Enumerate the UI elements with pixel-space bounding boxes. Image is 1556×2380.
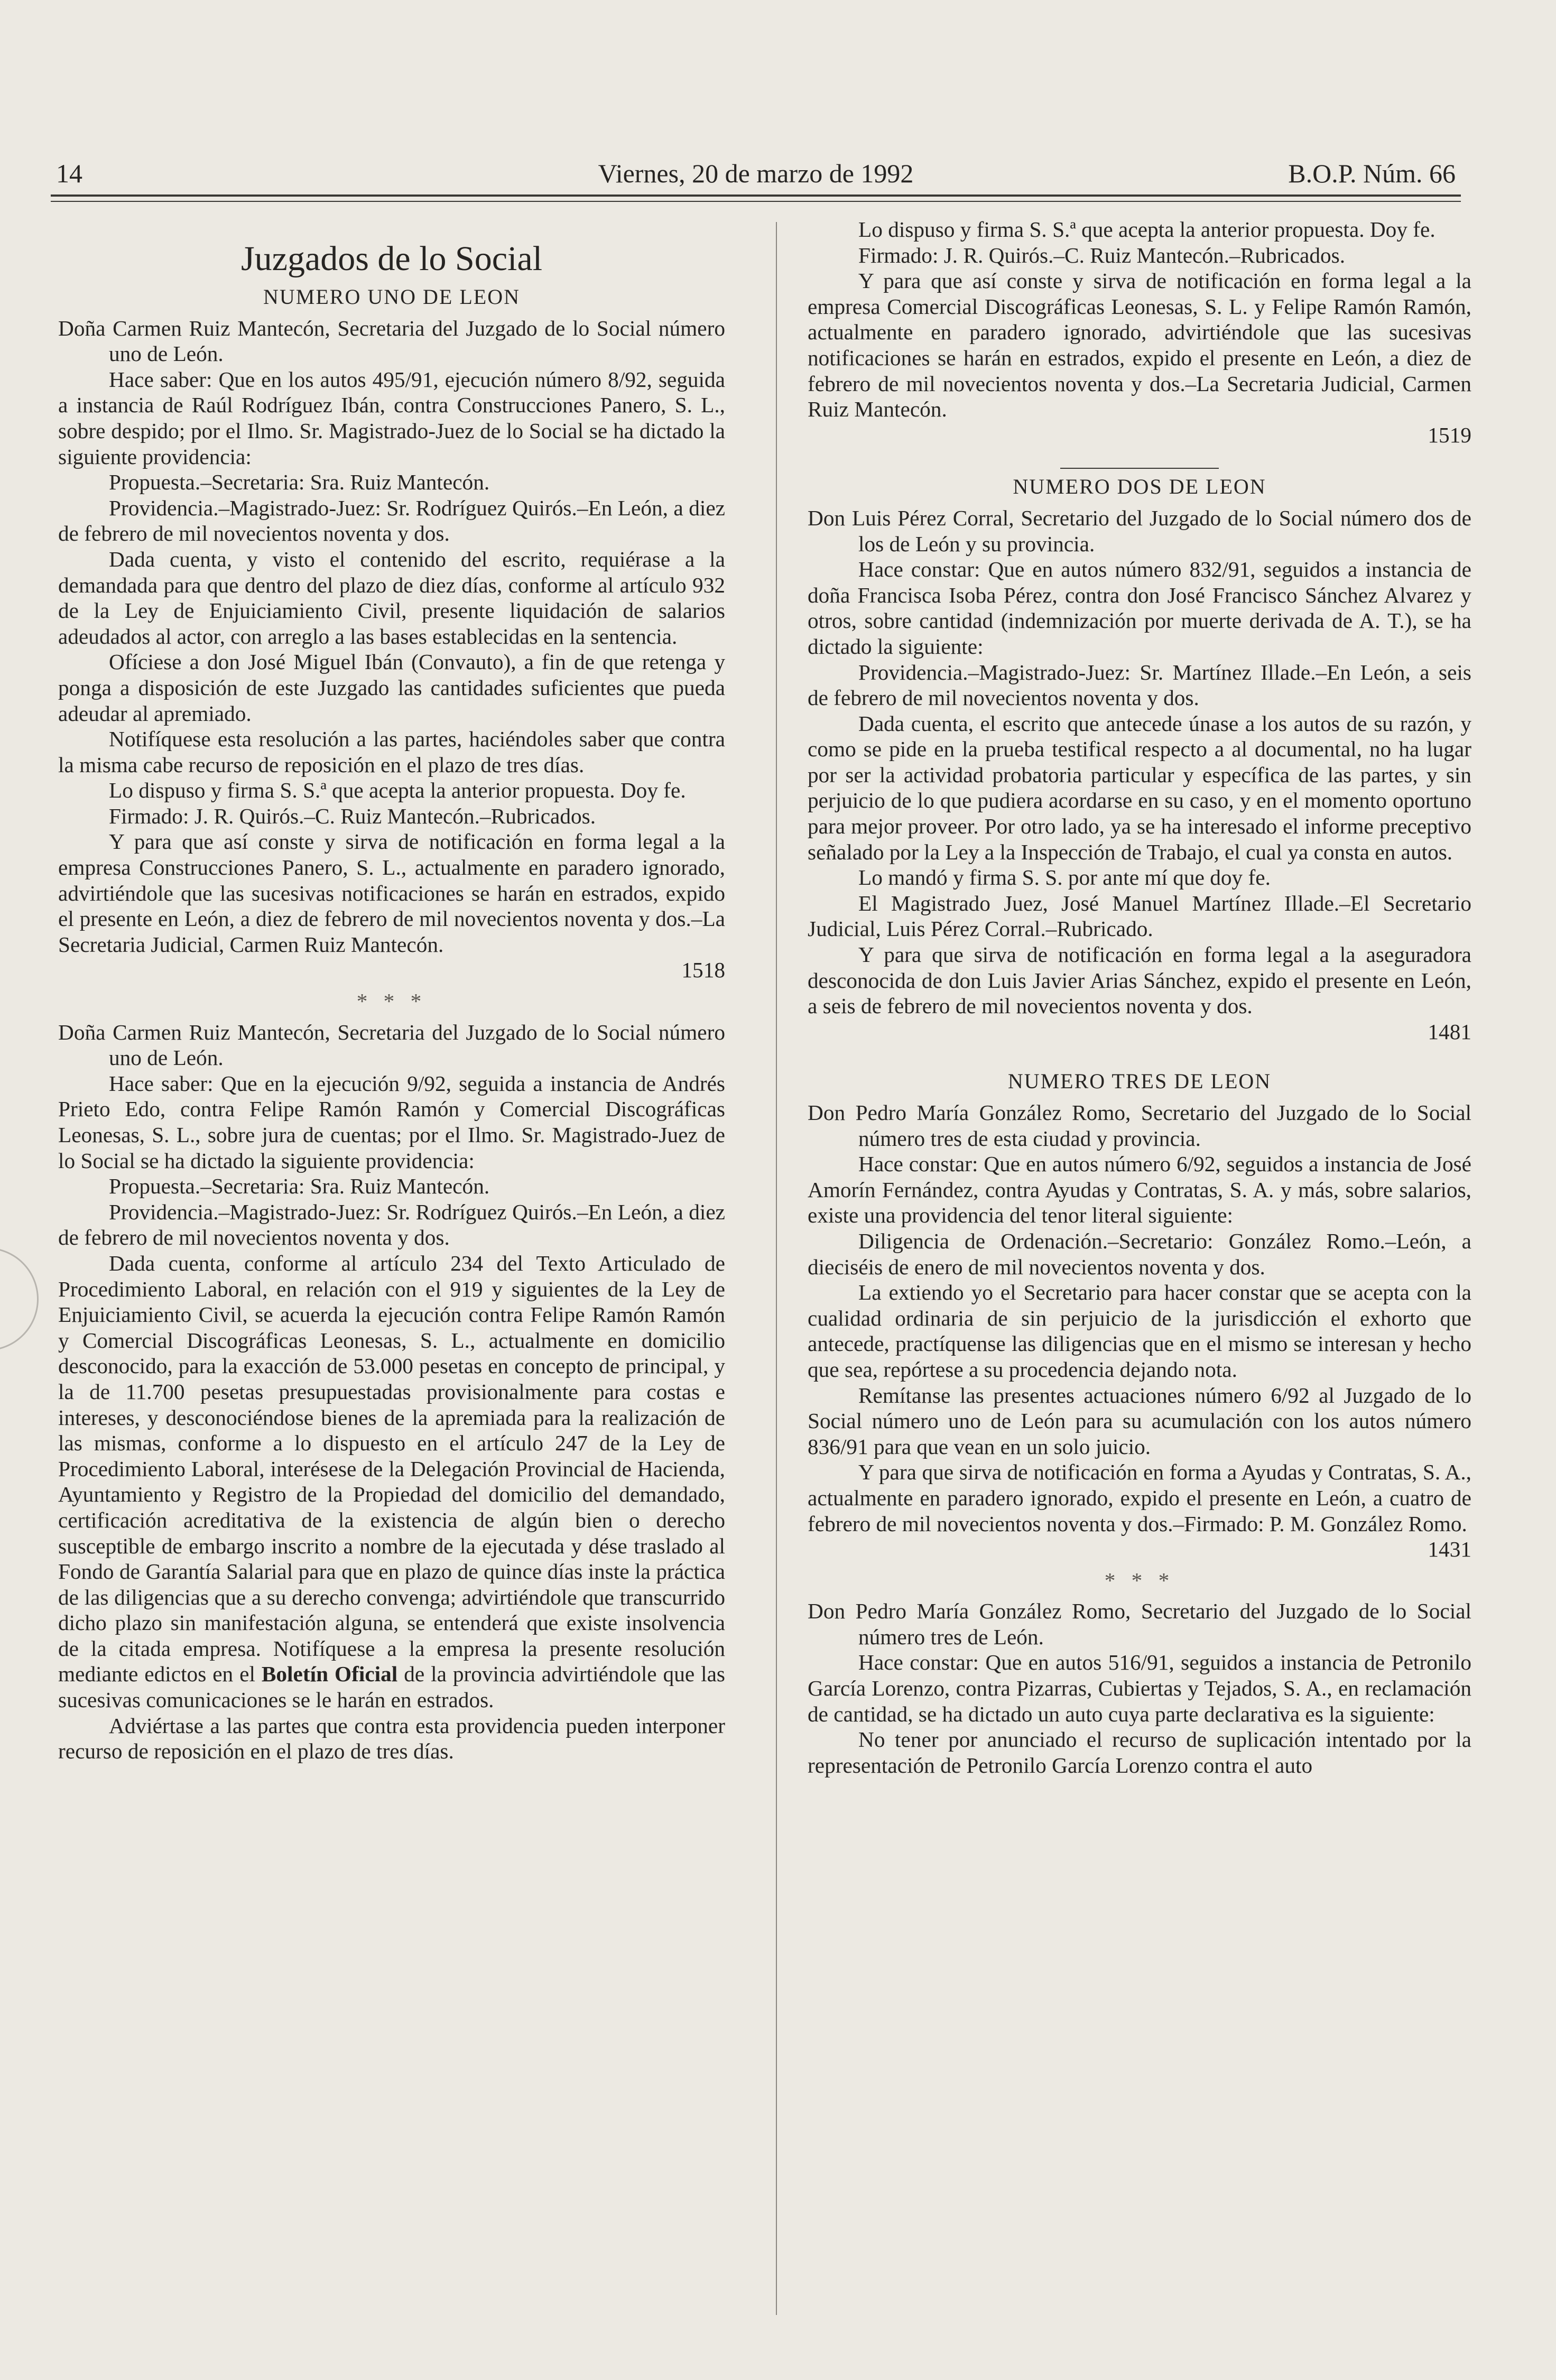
paragraph: Providencia.–Magistrado-Juez: Sr. Martínez Illade.–En León, a seis de febrero de mil novecientos noventa y dos. <box>808 660 1471 710</box>
paragraph: Hace saber: Que en los autos 495/91, ejecución número 8/92, seguida a instancia de Raúl Rodríguez Ibán, contra Construcciones Panero, S. L., sobre despido; por el Ilmo. Sr. Magistrado-Juez de lo Social se ha dictado la siguiente providencia: <box>58 367 725 469</box>
paragraph: Hace constar: Que en autos número 6/92, seguidos a instancia de José Amorín Fernández, contra Ayudas y Contratas, S. A. y más, sobre salarios, existe una providencia del tenor literal siguiente: <box>808 1152 1471 1228</box>
paragraph: Y para que así conste y sirva de notificación en forma legal a la empresa Comercial Discográficas Leonesas, S. L. y Felipe Ramón Ramón, actualmente en paradero ignorado, advirtiéndole que las sucesivas notificaciones se harán en estrados, expido el presente en León, a diez de febrero de mil novecientos noventa y dos.–La Secretaria Judicial, Carmen Ruiz Mantecón. <box>808 268 1471 422</box>
paragraph: Providencia.–Magistrado-Juez: Sr. Rodríguez Quirós.–En León, a diez de febrero de mil novecientos noventa y dos. <box>58 495 725 546</box>
paragraph: Hace constar: Que en autos 516/91, seguidos a instancia de Petronilo García Lorenzo, contra Pizarras, Cubiertas y Tejados, S. A., en reclamación de cantidad, se ha dictado un auto cuya parte declarativa es la siguiente: <box>808 1650 1471 1726</box>
paragraph: Hace saber: Que en la ejecución 9/92, seguida a instancia de Andrés Prieto Edo, contra Felipe Ramón Ramón y Comercial Discográficas Leonesas, S. L., sobre jura de cuentas; por el Ilmo. Sr. Magistrado-Juez de lo Social se ha dictado la siguiente providencia: <box>58 1071 725 1173</box>
header-rule <box>51 195 1461 197</box>
paragraph: Lo dispuso y firma S. S.ª que acepta la anterior propuesta. Doy fe. <box>109 778 686 803</box>
paragraph: Remítanse las presentes actuaciones número 6/92 al Juzgado de lo Social número uno de León para su acumulación con los autos número 836/91 para que vean en un solo juicio. <box>808 1383 1471 1459</box>
reference-number: 1518 <box>681 958 725 983</box>
paragraph: Diligencia de Ordenación.–Secretario: González Romo.–León, a dieciséis de enero de mil novecientos noventa y dos. <box>808 1228 1471 1279</box>
reference-line <box>808 1019 1471 1045</box>
text-run: de la provincia advirtiéndole que las sucesivas comunicaciones se le harán en estrados. <box>58 1662 725 1712</box>
paragraph: Lo mandó y firma S. S. por ante mí que doy fe. <box>858 865 1271 890</box>
paragraph: Don Pedro María González Romo, Secretario del Juzgado de lo Social número tres de León. <box>808 1599 1471 1649</box>
separator-stars: * * * <box>356 989 427 1014</box>
paragraph: Hace constar: Que en autos número 832/91, seguidos a instancia de doña Francisca Isoba Pérez, contra don José Francisco Sánchez Alvarez y otros, sobre cantidad (indemnización por muerte derivada de A. T.), se ha dictado la siguiente: <box>808 557 1471 659</box>
page-header <box>51 153 1461 196</box>
issue-date: Viernes, 20 de marzo de 1992 <box>598 159 914 188</box>
paragraph: Dada cuenta, el escrito que antecede únase a los autos de su razón, y como se pide en la prueba testifical respecto a al documental, no ha lugar por ser la actividad probatoria particular y específica de las partes, y sin perjuicio de lo que pudiera acordarse en su caso, y en el momento oportuno para mejor proveer. Por otro lado, ya se ha interesado el informe preceptivo señalado por la Ley a la Inspección de Trabajo, el cual ya consta en autos. <box>808 711 1471 864</box>
reference-line <box>58 957 725 983</box>
column-divider <box>776 222 777 2315</box>
paragraph: Firmado: J. R. Quirós.–C. Ruiz Mantecón.–Rubricados. <box>109 803 596 828</box>
paragraph <box>58 1251 725 1713</box>
paragraph: Y para que sirva de notificación en forma a Ayudas y Contratas, S. A., actualmente en paradero ignorado, expido el presente en León, a cuatro de febrero de mil novecientos noventa y dos.–Firmado: P. M. González Romo. <box>808 1460 1471 1536</box>
paragraph: Y para que así conste y sirva de notificación en forma legal a la empresa Construcciones Panero, S. L., actualmente en paradero ignorado, advirtiéndole que las sucesivas notificaciones se harán en estrados, expido el presente en León, a diez de febrero de mil novecientos noventa y dos.–La Secretaria Judicial, Carmen Ruiz Mantecón. <box>58 829 725 957</box>
bulletin-number: B.O.P. Núm. 66 <box>1288 159 1456 188</box>
paragraph: No tener por anunciado el recurso de suplicación intentado por la representación de Petronilo García Lorenzo contra el auto <box>808 1727 1471 1777</box>
header-rule-thin <box>51 201 1461 202</box>
paragraph: Doña Carmen Ruiz Mantecón, Secretaria del Juzgado de lo Social número uno de León. <box>58 316 725 366</box>
reference-number: 1481 <box>1428 1019 1471 1044</box>
paragraph: La extiendo yo el Secretario para hacer constar que se acepta con la cualidad ordinaria de sin perjuicio de la jurisdicción el exhorto que antecede, practíquense las diligencias que en el mismo se interesan y hecho que sea, repórtese a su procedencia dejando nota. <box>808 1280 1471 1382</box>
paragraph: Don Pedro María González Romo, Secretario del Juzgado de lo Social número tres de esta ciudad y provincia. <box>808 1100 1471 1151</box>
section-title: Juzgados de lo Social <box>240 239 543 278</box>
separator-stars: * * * <box>1104 1568 1175 1592</box>
paragraph: Firmado: J. R. Quirós.–C. Ruiz Mantecón.–Rubricados. <box>858 243 1346 267</box>
paragraph: Providencia.–Magistrado-Juez: Sr. Rodríguez Quirós.–En León, a diez de febrero de mil novecientos noventa y dos. <box>58 1199 725 1250</box>
court-heading-dos: NUMERO DOS DE LEON <box>1013 475 1266 499</box>
paragraph: El Magistrado Juez, José Manuel Martínez Illade.–El Secretario Judicial, Luis Pérez Corral.–Rubricado. <box>808 891 1471 941</box>
paragraph: Ofíciese a don José Miguel Ibán (Convauto), a fin de que retenga y ponga a disposición de este Juzgado las cantidades suficientes que pueda adeudar al apremiado. <box>58 650 725 726</box>
spacer <box>808 1044 1471 1066</box>
reference-line <box>808 1536 1471 1562</box>
text-run: Dada cuenta, conforme al artículo 234 del Texto Articulado de Procedimiento Laboral, en relación con el 919 y siguientes de la Ley de Enjuiciamiento Civil, se acuerda la ejecución contra Felipe Ramón Ramón y Comercial Discográficas Leonesas, S. L., actualmente en domicilio desconocido, para la exacción de 53.000 pesetas en concepto de principal, y la de 11.700 pesetas presupuestadas provisionalmente para costas e intereses, y desconociéndose bienes de la apremiada para la realización de las mismas, conforme a lo dispuesto en el artículo 247 de la Ley de Procedimiento Laboral, interésese de la Delegación Provincial de Hacienda, Ayuntamiento y Registro de la Propiedad del domicilio del demandado, certificación acreditativa de la existencia de algún bien o derecho susceptible de embargo inscrito a nombre de la ejecutada y dése traslado al Fondo de Garantía Salarial para que en plazo de quince días inste la práctica de las diligencias que a su derecho convenga; advirtiéndole que transcurrido dicho plazo sin manifestación alguna, se entenderá que existe insolvencia de la citada empresa. Notifíquese a la empresa la presente resolución mediante edictos en el <box>58 1251 725 1687</box>
paragraph: Doña Carmen Ruiz Mantecón, Secretaria del Juzgado de lo Social número uno de León. <box>58 1020 725 1070</box>
paragraph: Y para que sirva de notificación en forma legal a la aseguradora desconocida de don Luis Javier Arias Sánchez, expido el presente en León, a seis de febrero de mil novecientos noventa y dos. <box>808 942 1471 1018</box>
left-column <box>58 217 725 1764</box>
paragraph: Propuesta.–Secretaria: Sra. Ruiz Mantecón. <box>109 470 490 495</box>
paragraph: Don Luis Pérez Corral, Secretario del Juzgado de lo Social número dos de los de León y su provincia. <box>808 505 1471 556</box>
section-rule <box>1060 468 1219 469</box>
bold-text: Boletín Oficial <box>261 1662 398 1687</box>
paragraph: Notifíquese esta resolución a las partes, haciéndoles saber que contra la misma cabe recurso de reposición en el plazo de tres días. <box>58 727 725 777</box>
paragraph: Dada cuenta, y visto el contenido del escrito, requiérase a la demandada para que dentro del plazo de diez días, conforme al artículo 932 de la Ley de Enjuiciamiento Civil, presente liquidación de salarios adeudados al actor, con arreglo a las bases establecidas en la sentencia. <box>58 547 725 649</box>
paragraph: Lo dispuso y firma S. S.ª que acepta la anterior propuesta. Doy fe. <box>858 217 1435 242</box>
court-heading-uno: NUMERO UNO DE LEON <box>263 285 520 309</box>
stamp-mark <box>0 1247 39 1351</box>
right-column <box>808 217 1471 1778</box>
court-heading-tres: NUMERO TRES DE LEON <box>1007 1069 1272 1094</box>
reference-number: 1519 <box>1428 422 1471 447</box>
page-number: 14 <box>56 159 82 188</box>
paragraph: Adviértase a las partes que contra esta providencia pueden interponer recurso de reposición en el plazo de tres días. <box>58 1713 725 1764</box>
reference-line <box>808 422 1471 448</box>
paragraph: Propuesta.–Secretaria: Sra. Ruiz Mantecón. <box>109 1174 490 1199</box>
reference-number: 1431 <box>1428 1537 1471 1562</box>
